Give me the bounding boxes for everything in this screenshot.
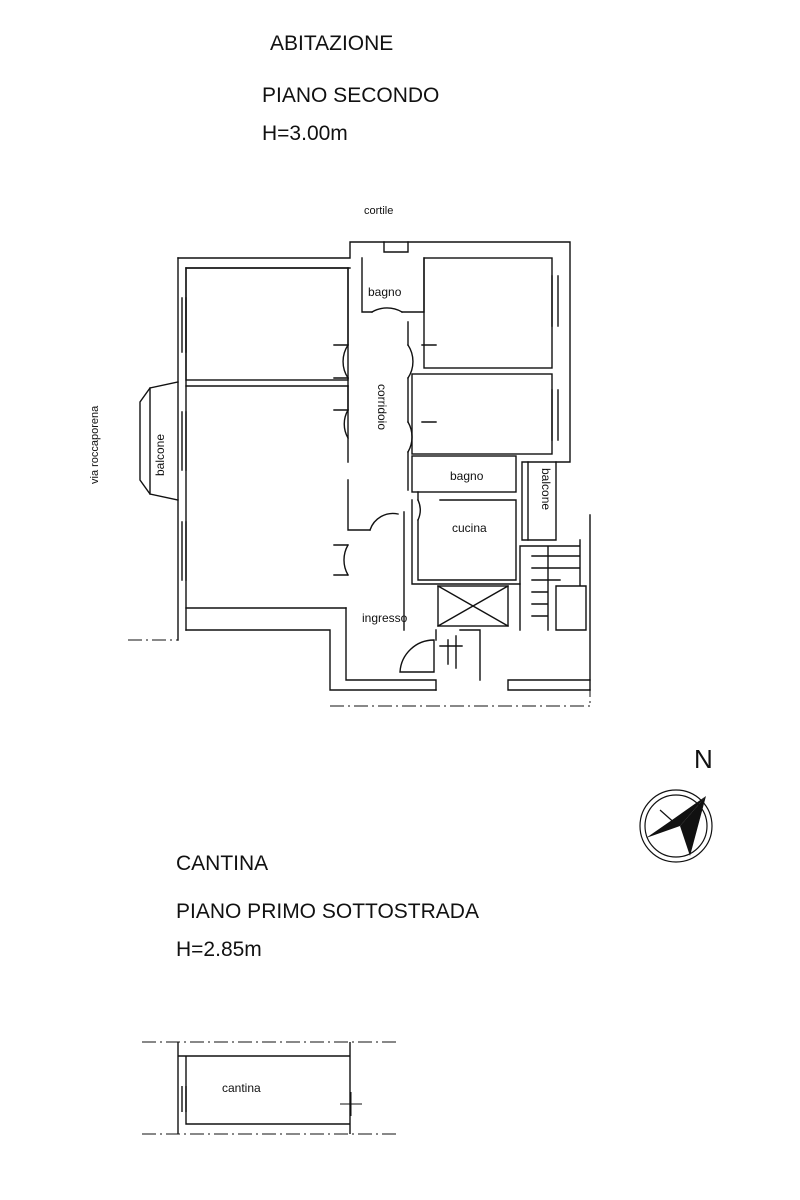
title-cantina: CANTINA <box>176 852 269 875</box>
label-via-roccaporena: via roccaporena <box>89 405 101 484</box>
north-label: N <box>694 744 713 774</box>
height-cantina: H=2.85m <box>176 938 262 961</box>
floor-piano-primo-sottostrada: PIANO PRIMO SOTTOSTRADA <box>176 900 479 923</box>
label-cortile: cortile <box>364 205 394 217</box>
label-balcone-left: balcone <box>153 433 167 476</box>
label-bagno-mid: bagno <box>450 469 484 483</box>
title-abitazione: ABITAZIONE <box>270 32 394 55</box>
label-corridoio: corridoio <box>375 384 389 431</box>
label-cucina: cucina <box>452 521 487 535</box>
height-piano-secondo: H=3.00m <box>262 122 348 145</box>
label-balcone-right: balcone <box>539 468 553 511</box>
label-cantina: cantina <box>222 1081 261 1095</box>
label-bagno-top: bagno <box>368 285 402 299</box>
label-ingresso: ingresso <box>362 611 408 625</box>
floor-piano-secondo: PIANO SECONDO <box>262 84 440 107</box>
